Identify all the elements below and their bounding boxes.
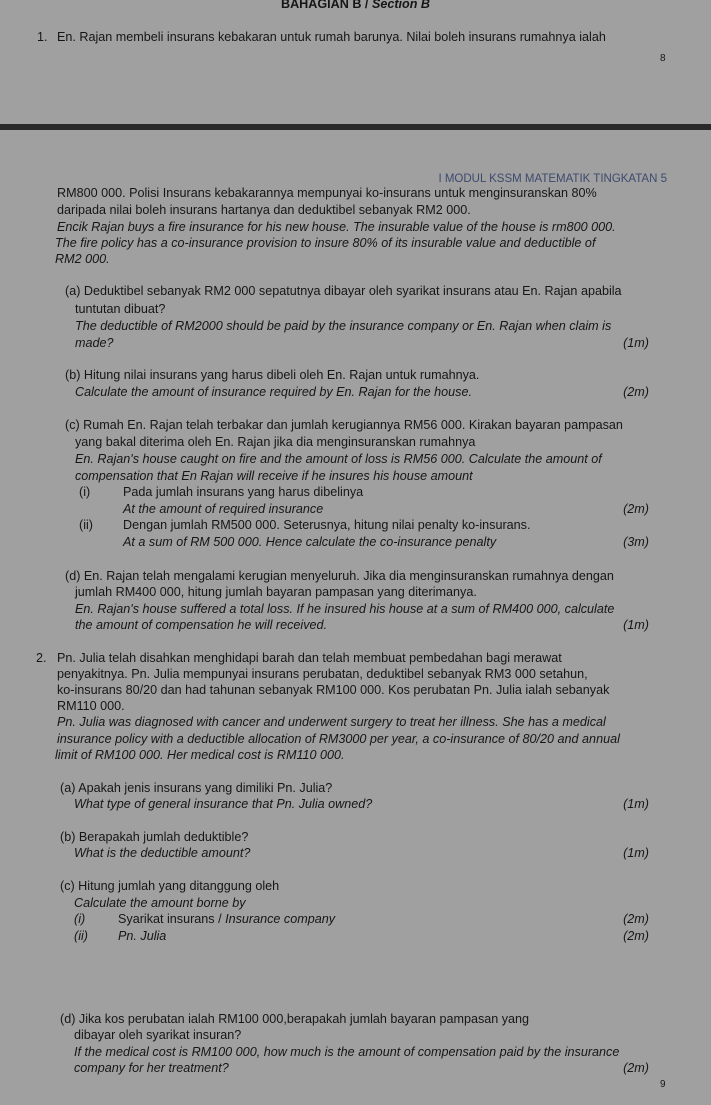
- q2-intro-en-line: limit of RM100 000. Her medical cost is RM110 000.: [55, 748, 345, 762]
- q2c-ii-label: (ii): [74, 929, 88, 943]
- q1d-marks: (1m): [623, 618, 649, 632]
- q1-intro-en-line: The fire policy has a co-insurance provision to insure 80% of its insurable value and deductible of: [55, 236, 596, 250]
- q1d-text: jumlah RM400 000, hitung jumlah bayaran pampasan yang diterimanya.: [75, 585, 477, 599]
- q2c-ii-text: Pn. Julia: [118, 929, 167, 943]
- q1-number: 1.: [37, 30, 48, 44]
- q2a-en: What type of general insurance that Pn. Julia owned?: [74, 797, 373, 811]
- q1c-ii-en: At a sum of RM 500 000. Hence calculate the co-insurance penalty: [123, 535, 497, 549]
- q2-intro-line: ko-insurans 80/20 dan had tahunan sebanyak RM100 000. Kos perubatan Pn. Julia ialah sebanyak: [57, 683, 610, 697]
- running-header: I MODUL KSSM MATEMATIK TINGKATAN 5: [438, 173, 667, 185]
- page-divider: [0, 124, 711, 130]
- q2-intro-en-line: Pn. Julia was diagnosed with cancer and underwent surgery to treat her illness. She has a medical: [57, 715, 606, 729]
- q1b-en: Calculate the amount of insurance required by En. Rajan for the house.: [75, 385, 472, 399]
- section-title-en: Section B: [371, 0, 431, 11]
- q1b-text: (b) Hitung nilai insurans yang harus dibeli oleh En. Rajan untuk rumahnya.: [65, 368, 480, 382]
- q1d-en: En. Rajan's house suffered a total loss. If he insured his house at a sum of RM400 000, calculate: [75, 602, 615, 616]
- section-heading: [0, 0, 711, 12]
- q1c-text: (c) Rumah En. Rajan telah terbakar dan jumlah kerugiannya RM56 000. Kirakan bayaran pampasan: [65, 418, 623, 432]
- q2-intro-line: Pn. Julia telah disahkan menghidapi barah dan telah membuat pembedahan bagi merawat: [57, 651, 562, 665]
- page-number-top: 8: [660, 53, 666, 64]
- q1a-marks: (1m): [623, 336, 649, 350]
- q1-intro-en-line: Encik Rajan buys a fire insurance for his new house. The insurable value of the house is rm800 000.: [57, 220, 616, 234]
- q2-number: 2.: [36, 651, 47, 665]
- q1a-en: The deductible of RM2000 should be paid by the insurance company or En. Rajan when claim is: [75, 319, 612, 333]
- q1a-text: tuntutan dibuat?: [75, 302, 166, 316]
- q2d-text: (d) Jika kos perubatan ialah RM100 000,berapakah jumlah bayaran pampasan yang: [60, 1012, 530, 1026]
- q1c-i-label: (i): [79, 485, 91, 499]
- q2-intro-line: RM110 000.: [57, 699, 125, 713]
- q1d-text: (d) En. Rajan telah mengalami kerugian menyeluruh. Jika dia menginsuranskan rumahnya dengan: [65, 569, 614, 583]
- q2c-en: Calculate the amount borne by: [74, 896, 246, 910]
- q2c-i-marks: (2m): [623, 912, 649, 926]
- q1c-ii-marks: (3m): [623, 535, 649, 549]
- q2c-i-label: (i): [74, 912, 86, 926]
- page-number-bottom: 9: [660, 1079, 666, 1090]
- q2d-marks: (2m): [623, 1061, 649, 1075]
- q1-intro-line: En. Rajan membeli insurans kebakaran untuk rumah barunya. Nilai boleh insurans rumahnya ialah: [57, 30, 606, 44]
- q1c-ii-label: (ii): [79, 518, 93, 532]
- q1c-i-text: Pada jumlah insurans yang harus dibelinya: [123, 485, 364, 499]
- q2c-i-ms: Syarikat insurans /: [118, 912, 226, 926]
- q2c-i-en: Insurance company: [225, 912, 336, 926]
- q2c-i-text: [118, 911, 335, 927]
- q2a-marks: (1m): [623, 797, 649, 811]
- q2-intro-line: penyakitnya. Pn. Julia mempunyai insurans perubatan, deduktibel sebanyak RM3 000 setahun,: [57, 667, 588, 681]
- q1c-i-marks: (2m): [623, 502, 649, 516]
- q1a-en: made?: [75, 336, 114, 350]
- q1-intro-line: daripada nilai boleh insurans hartanya dan deduktibel sebanyak RM2 000.: [57, 203, 471, 217]
- q2c-text: (c) Hitung jumlah yang ditanggung oleh: [60, 879, 280, 893]
- q2a-text: (a) Apakah jenis insurans yang dimiliki Pn. Julia?: [60, 781, 333, 795]
- q1c-en: En. Rajan's house caught on fire and the amount of loss is RM56 000. Calculate the amount of: [75, 452, 602, 466]
- q2-intro-en-line: insurance policy with a deductible allocation of RM3000 per year, a co-insurance of 80/20 and annual: [57, 732, 620, 746]
- q2b-marks: (1m): [623, 846, 649, 860]
- q1c-i-en: At the amount of required insurance: [123, 502, 324, 516]
- q1c-text: yang bakal diterima oleh En. Rajan jika dia menginsuranskan rumahnya: [75, 435, 476, 449]
- q2b-en: What is the deductible amount?: [74, 846, 251, 860]
- q1c-ii-text: Dengan jumlah RM500 000. Seterusnya, hitung nilai penalty ko-insurans.: [123, 518, 531, 532]
- q1c-en: compensation that En Rajan will receive if he insures his house amount: [75, 469, 473, 483]
- q1d-en: the amount of compensation he will received.: [75, 618, 328, 632]
- q1b-marks: (2m): [623, 385, 649, 399]
- q2d-en: If the medical cost is RM100 000, how much is the amount of compensation paid by the insurance: [74, 1045, 620, 1059]
- section-title-ms: BAHAGIAN B /: [280, 0, 372, 11]
- q2d-text: dibayar oleh syarikat insuran?: [74, 1028, 242, 1042]
- q2d-en: company for her treatment?: [74, 1061, 229, 1075]
- q1-intro-line: RM800 000. Polisi Insurans kebakarannya mempunyai ko-insurans untuk menginsuranskan 80%: [57, 186, 597, 200]
- q2b-text: (b) Berapakah jumlah deduktible?: [60, 830, 249, 844]
- q2c-ii-marks: (2m): [623, 929, 649, 943]
- q1a-text: (a) Deduktibel sebanyak RM2 000 sepatutnya dibayar oleh syarikat insurans atau En. Rajan apabila: [65, 284, 622, 298]
- q1-intro-en-line: RM2 000.: [55, 252, 110, 266]
